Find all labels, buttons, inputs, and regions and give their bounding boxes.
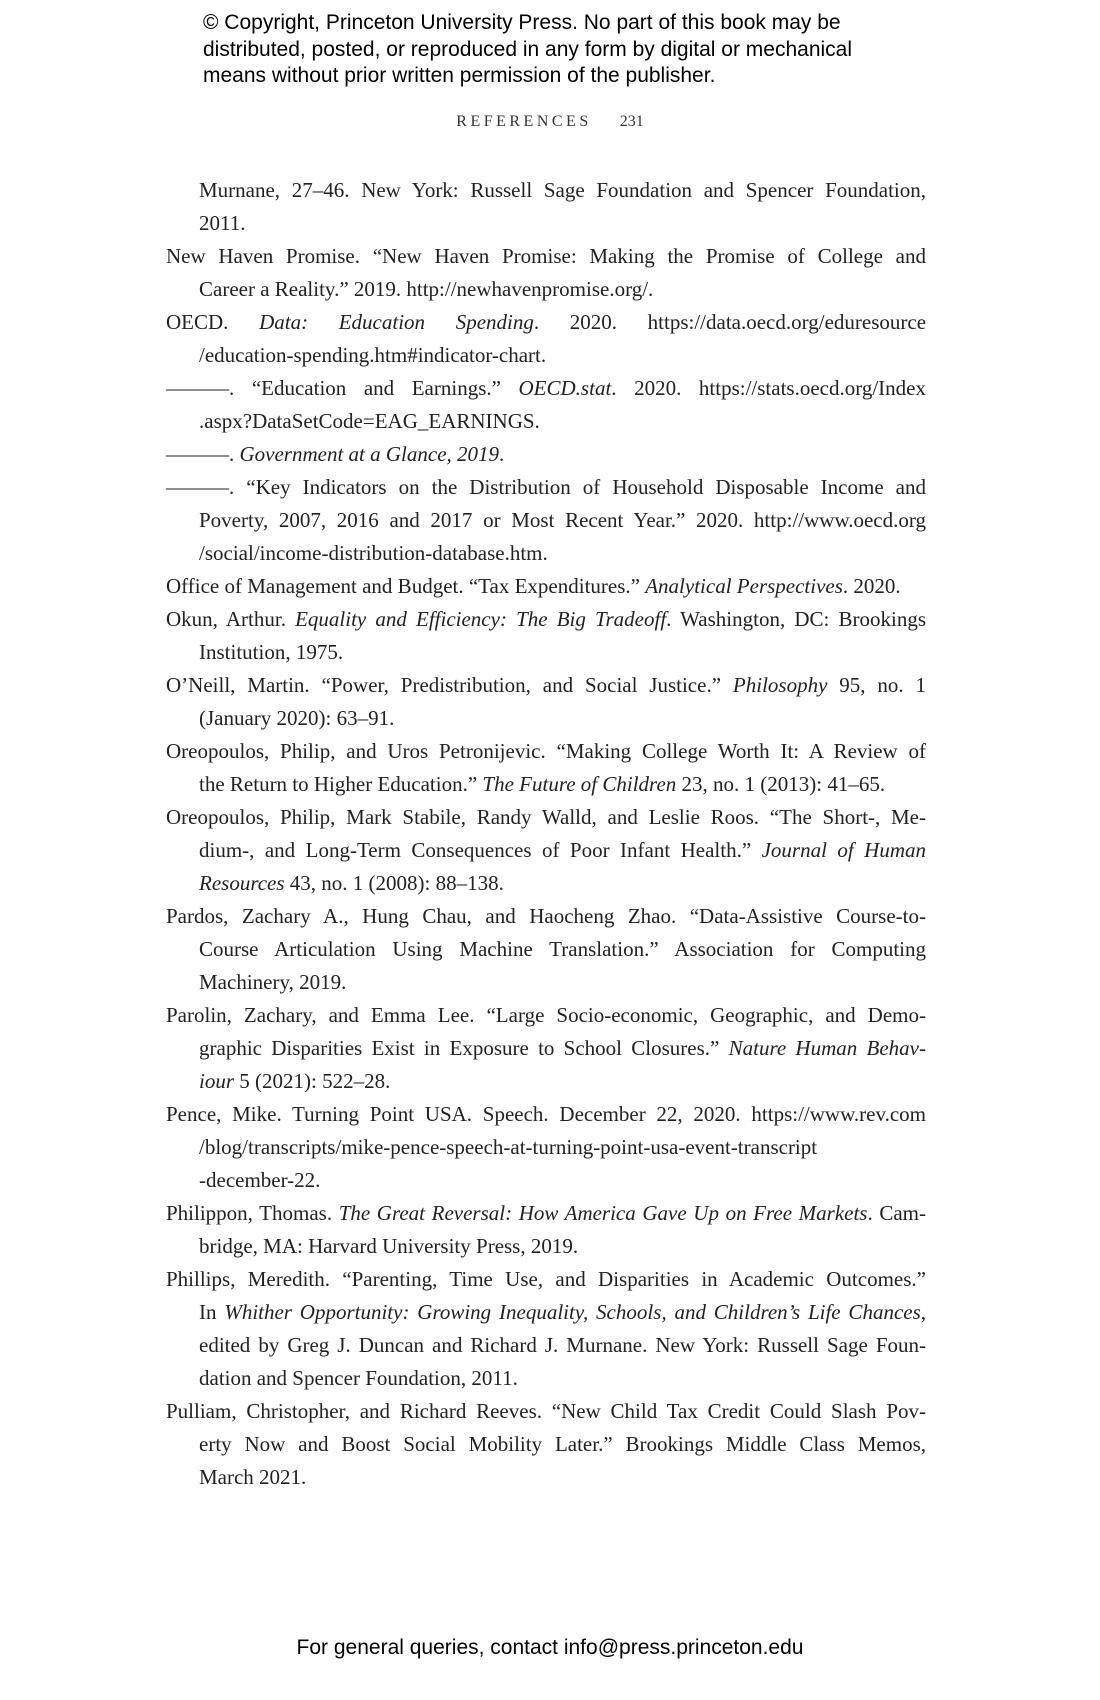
reference-line	[166, 240, 926, 273]
reference-line	[166, 471, 926, 504]
reference-line	[199, 1032, 926, 1065]
reference-text: O’Neill, Martin. “Power, Predistribution, and Social Justice.”	[166, 673, 733, 697]
reference-line	[199, 1230, 926, 1263]
reference-line	[166, 306, 926, 339]
reference-entry	[166, 306, 926, 372]
reference-line	[199, 504, 926, 537]
reference-text: Murnane, 27–46. New York: Russell Sage Foundation and Spencer Foundation,	[199, 178, 926, 202]
reference-entry	[166, 438, 926, 471]
reference-line	[199, 1131, 926, 1164]
reference-text: . 2020. https://data.oecd.org/eduresource	[533, 310, 927, 334]
reference-text: Institution, 1975.	[199, 640, 344, 664]
reference-entry	[166, 570, 926, 603]
reference-line	[199, 405, 926, 438]
reference-text: 43, no. 1 (2008): 88–138.	[284, 871, 504, 895]
copyright-line: means without prior written permission of the publisher.	[203, 64, 716, 87]
reference-text: (January 2020): 63–91.	[199, 706, 395, 730]
italic-title: The Great Reversal: How America Gave Up on Free Markets	[338, 1201, 868, 1225]
italic-title: Analytical Perspectives	[645, 574, 843, 598]
reference-text: /social/income-distribution-database.htm.	[199, 541, 548, 565]
reference-text: /education-spending.htm#indicator-chart.	[199, 343, 547, 367]
section-title: REFERENCES	[456, 113, 592, 130]
reference-line	[166, 1395, 926, 1428]
italic-title: Equality and Efficiency: The Big Tradeoff	[295, 607, 667, 631]
reference-entry	[166, 174, 926, 240]
reference-line	[199, 702, 926, 735]
reference-entry	[166, 372, 926, 438]
reference-line	[199, 339, 926, 372]
reference-line	[199, 1164, 926, 1197]
reference-line	[166, 372, 926, 405]
reference-line	[199, 174, 926, 207]
reference-text: dation and Spencer Foundation, 2011.	[199, 1366, 518, 1390]
reference-line	[166, 570, 926, 603]
copyright-line: distributed, posted, or reproduced in any form by digital or mechanical	[203, 37, 853, 61]
italic-title: Government at a Glance, 2019	[239, 442, 500, 466]
reference-entry	[166, 900, 926, 999]
reference-text: . Cam-	[867, 1201, 926, 1225]
reference-line	[166, 735, 926, 768]
reference-line	[166, 999, 926, 1032]
italic-title: Data: Education Spending	[259, 310, 534, 334]
reference-text: . Washington, DC: Brookings	[666, 607, 926, 631]
reference-line	[166, 603, 926, 636]
reference-text: Pulliam, Christopher, and Richard Reeves. “New Child Tax Credit Could Slash Pov-	[166, 1399, 926, 1423]
copyright-line: © Copyright, Princeton University Press. No part of this book may be	[203, 11, 841, 34]
reference-text: Pardos, Zachary A., Hung Chau, and Haocheng Zhao. “Data-Assistive Course-to-	[166, 904, 926, 928]
reference-entry	[166, 1395, 926, 1494]
footer-contact: For general queries, contact info@press.princeton.edu	[296, 1636, 804, 1659]
reference-line	[166, 669, 926, 702]
italic-title: OECD.stat	[518, 376, 612, 400]
reference-entry	[166, 1197, 926, 1263]
reference-line	[199, 1461, 926, 1494]
reference-text: In	[199, 1300, 225, 1324]
reference-text: /blog/transcripts/mike-pence-speech-at-turning-point-usa-event-transcript	[199, 1135, 818, 1159]
reference-line	[166, 801, 926, 834]
reference-text: Parolin, Zachary, and Emma Lee. “Large Socio-economic, Geographic, and Demo-	[166, 1003, 926, 1027]
reference-text: bridge, MA: Harvard University Press, 2019.	[199, 1234, 579, 1258]
reference-text: erty Now and Boost Social Mobility Later.” Brookings Middle Class Memos,	[199, 1432, 926, 1456]
italic-title: Whither Opportunity: Growing Inequality, Schools, and Children’s Life Chances	[224, 1300, 921, 1324]
reference-text: Career a Reality.” 2019. http://newhavenpromise.org/.	[199, 277, 654, 301]
reference-entry	[166, 735, 926, 801]
reference-line	[199, 1296, 926, 1329]
reference-line	[199, 636, 926, 669]
italic-title: Resources	[199, 871, 285, 895]
reference-line	[199, 834, 926, 867]
reference-text: New Haven Promise. “New Haven Promise: Making the Promise of College and	[166, 244, 926, 268]
reference-line	[199, 933, 926, 966]
reference-text: 23, no. 1 (2013): 41–65.	[676, 772, 886, 796]
reference-text: Oreopoulos, Philip, and Uros Petronijevic. “Making College Worth It: A Review of	[166, 739, 926, 763]
reference-list	[166, 174, 926, 1494]
reference-text: OECD.	[166, 310, 260, 334]
italic-title: The Future of Children	[482, 772, 677, 796]
reference-text: Pence, Mike. Turning Point USA. Speech. December 22, 2020. https://www.rev.com	[166, 1102, 926, 1126]
reference-text: graphic Disparities Exist in Exposure to School Closures.”	[199, 1036, 729, 1060]
reference-line	[166, 1263, 926, 1296]
reference-line	[199, 1362, 926, 1395]
reference-entry	[166, 669, 926, 735]
reference-text: ———. “Key Indicators on the Distribution of Household Disposable Income and	[166, 475, 926, 499]
reference-line	[199, 1329, 926, 1362]
reference-text: Philippon, Thomas.	[166, 1201, 339, 1225]
reference-text: .aspx?DataSetCode=EAG_EARNINGS.	[199, 409, 540, 433]
reference-entry	[166, 240, 926, 306]
reference-text: ———. “Education and Earnings.”	[166, 376, 519, 400]
reference-text: Machinery, 2019.	[199, 970, 347, 994]
reference-text: 5 (2021): 522–28.	[234, 1069, 391, 1093]
reference-entry	[166, 999, 926, 1098]
reference-text: edited by Greg J. Duncan and Richard J. Murnane. New York: Russell Sage Foun-	[199, 1333, 926, 1357]
page-number: 231	[619, 113, 644, 130]
reference-text: dium-, and Long-Term Consequences of Poor Infant Health.”	[199, 838, 762, 862]
reference-entry	[166, 603, 926, 669]
reference-line	[199, 537, 926, 570]
reference-line	[166, 900, 926, 933]
reference-line	[199, 768, 926, 801]
italic-title: iour	[199, 1069, 235, 1093]
reference-line	[199, 207, 926, 240]
reference-text: March 2021.	[199, 1465, 307, 1489]
reference-entry	[166, 1098, 926, 1197]
reference-text: . 2020. https://stats.oecd.org/Index	[611, 376, 926, 400]
reference-text: Phillips, Meredith. “Parenting, Time Use, and Disparities in Academic Outcomes.”	[166, 1267, 926, 1291]
reference-line	[199, 273, 926, 306]
reference-text: ,	[920, 1300, 927, 1324]
italic-title: Journal of Human	[761, 838, 926, 862]
reference-line	[166, 438, 926, 471]
reference-text: the Return to Higher Education.”	[199, 772, 483, 796]
reference-line	[199, 1428, 926, 1461]
italic-title: Philosophy	[732, 673, 828, 697]
reference-line	[166, 1098, 926, 1131]
reference-text: Poverty, 2007, 2016 and 2017 or Most Recent Year.” 2020. http://www.oecd.org	[199, 508, 926, 532]
reference-text: Oreopoulos, Philip, Mark Stabile, Randy Walld, and Leslie Roos. “The Short-, Me-	[166, 805, 926, 829]
reference-text: . 2020.	[842, 574, 901, 598]
reference-text: -december-22.	[199, 1168, 321, 1192]
reference-line	[199, 966, 926, 999]
reference-line	[166, 1197, 926, 1230]
reference-text: 2011.	[199, 211, 246, 235]
reference-text: Office of Management and Budget. “Tax Expenditures.”	[166, 574, 646, 598]
reference-line	[199, 1065, 926, 1098]
reference-text: ———.	[166, 442, 240, 466]
reference-entry	[166, 801, 926, 900]
reference-entry	[166, 1263, 926, 1395]
reference-text: .	[499, 442, 505, 466]
reference-text: 95, no. 1	[827, 673, 927, 697]
reference-text: Okun, Arthur.	[166, 607, 296, 631]
italic-title: Nature Human Behav-	[728, 1036, 926, 1060]
running-head	[0, 113, 1100, 131]
reference-line	[199, 867, 926, 900]
copyright-notice	[203, 10, 963, 90]
reference-text: Course Articulation Using Machine Translation.” Association for Computing	[199, 937, 926, 961]
reference-entry	[166, 471, 926, 570]
